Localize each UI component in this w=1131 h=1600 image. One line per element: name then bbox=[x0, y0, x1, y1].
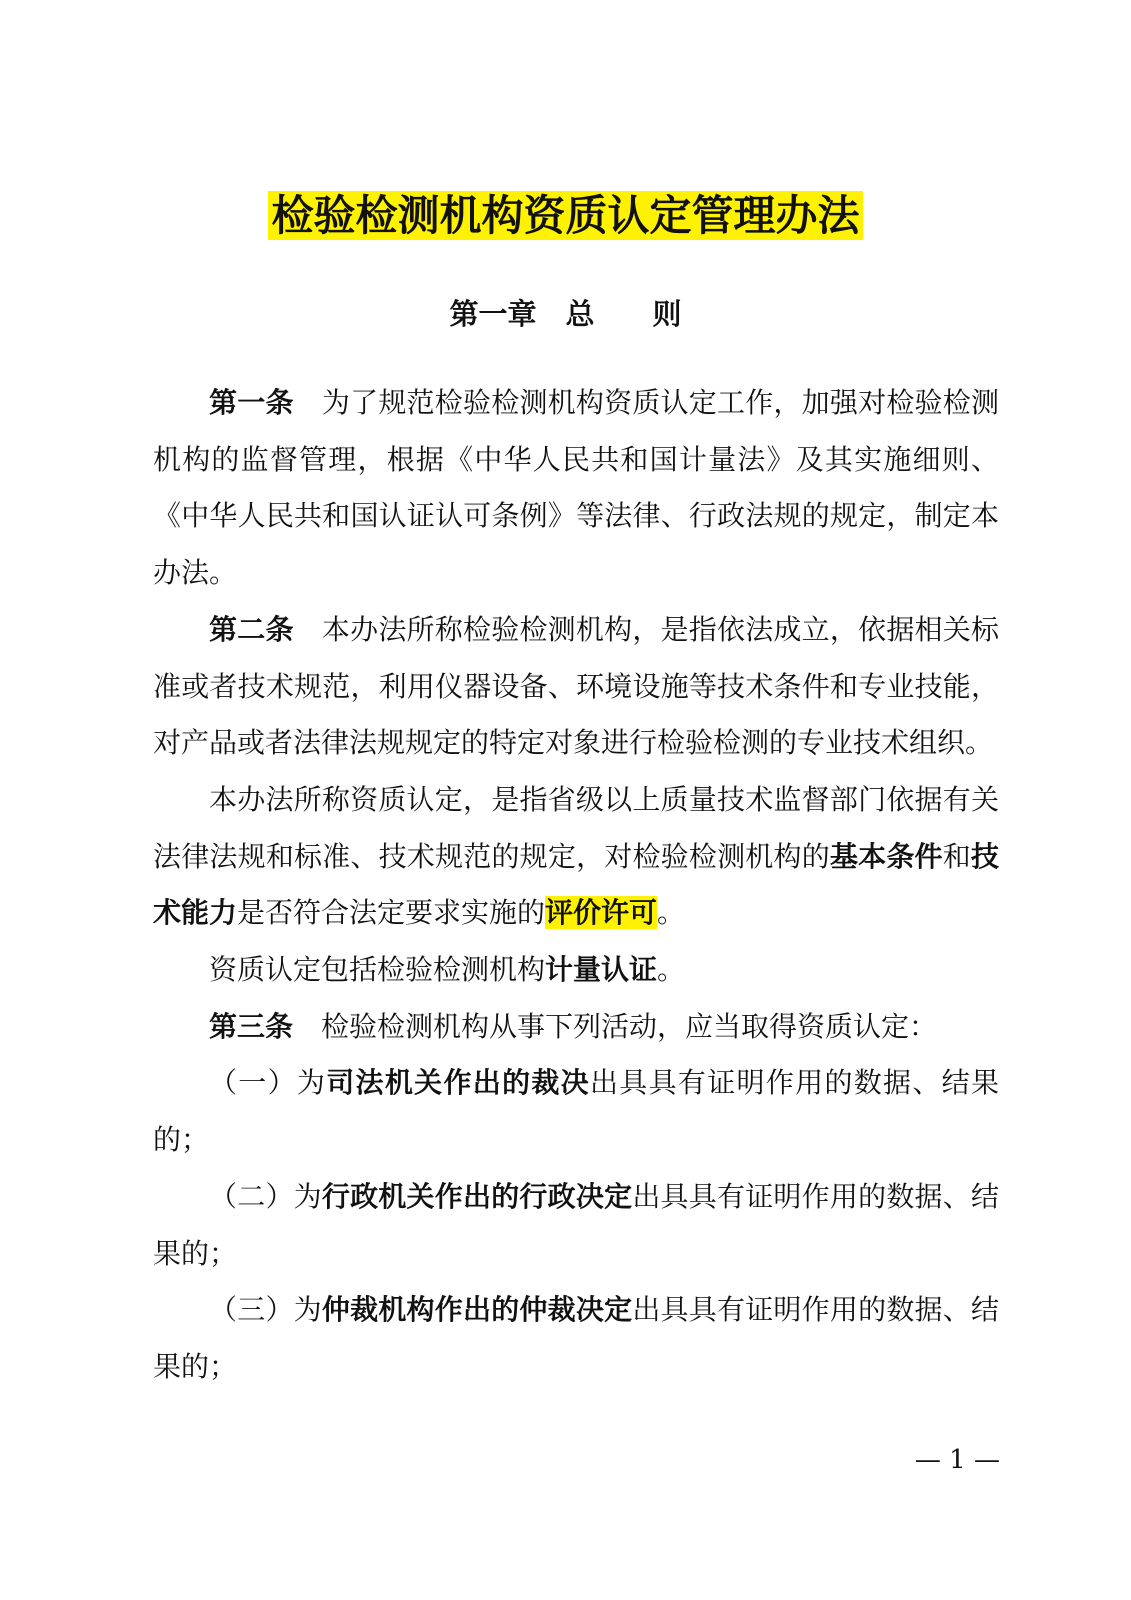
item-2-prefix: （二）为 bbox=[209, 1179, 322, 1213]
article-2-p2-text-1: 本办法所称资质认定，是指省级以上质量技术监督部门依据有关法律法规和标准、技术规范的规定，对检验检测机构的 bbox=[153, 782, 999, 873]
item-3-rest: 出具具有证明作用的数据、结果的； bbox=[153, 1293, 999, 1383]
article-2-paragraph-2 bbox=[153, 772, 999, 942]
article-3-item-2 bbox=[153, 1169, 999, 1282]
article-3-label: 第三条 bbox=[209, 1009, 322, 1043]
article-1-label: 第一条 bbox=[209, 386, 322, 419]
article-2-p2-text-4: 。 bbox=[657, 896, 686, 930]
item-1-prefix: （一）为 bbox=[209, 1066, 327, 1100]
article-2-p2-highlight: 评价许可 bbox=[545, 896, 658, 930]
item-1-bold: 司法机关作出的裁决 bbox=[326, 1066, 590, 1100]
article-2 bbox=[153, 602, 999, 772]
chapter-heading: 第一章 总 则 bbox=[449, 297, 682, 331]
document-body bbox=[153, 375, 999, 1396]
article-3-item-3 bbox=[153, 1282, 999, 1395]
article-2-p2-text-2: 和 bbox=[942, 839, 971, 873]
item-2-rest: 出具具有证明作用的数据、结果的； bbox=[153, 1179, 999, 1270]
article-2-p2-text-3: 是否符合法定要求实施的 bbox=[237, 896, 546, 930]
article-2-paragraph-3 bbox=[153, 942, 999, 999]
item-2-bold: 行政机关作出的行政决定 bbox=[321, 1179, 633, 1213]
document-title-text: 检验检测机构资质认定管理办法 bbox=[268, 191, 862, 240]
article-3-text: 检验检测机构从事下列活动，应当取得资质认定： bbox=[321, 1009, 938, 1043]
item-3-prefix: （三）为 bbox=[209, 1293, 322, 1327]
article-3-item-1 bbox=[153, 1055, 999, 1168]
article-2-p3-text-2: 。 bbox=[657, 953, 686, 987]
article-2-p3-text-1: 资质认定包括检验检测机构 bbox=[209, 953, 546, 987]
article-2-label: 第二条 bbox=[209, 612, 322, 646]
article-2-text: 本办法所称检验检测机构，是指依法成立，依据相关标准或者技术规范，利用仪器设备、环境设施等技术条件和专业技能，对产品或者法律法规规定的特定对象进行检验检测的专业技术组织。 bbox=[153, 612, 999, 760]
page-number: — 1 — bbox=[914, 1445, 1000, 1475]
article-2-p2-bold-2: 技术能力 bbox=[153, 839, 999, 930]
article-2-p2-bold-1: 基本条件 bbox=[829, 839, 943, 873]
item-1-rest: 出具具有证明作用的数据、结果的； bbox=[153, 1066, 999, 1157]
article-2-p3-bold-1: 计量认证 bbox=[545, 953, 658, 987]
article-3 bbox=[153, 999, 999, 1056]
document-title bbox=[0, 186, 1131, 246]
article-1 bbox=[153, 375, 999, 602]
article-1-text: 为了规范检验检测机构资质认定工作，加强对检验检测机构的监督管理，根据《中华人民共和国计量法》及其实施细则、《中华人民共和国认证认可条例》等法律、行政法规的规定，制定本办法。 bbox=[153, 386, 999, 590]
item-3-bold: 仲裁机构作出的仲裁决定 bbox=[321, 1293, 633, 1327]
